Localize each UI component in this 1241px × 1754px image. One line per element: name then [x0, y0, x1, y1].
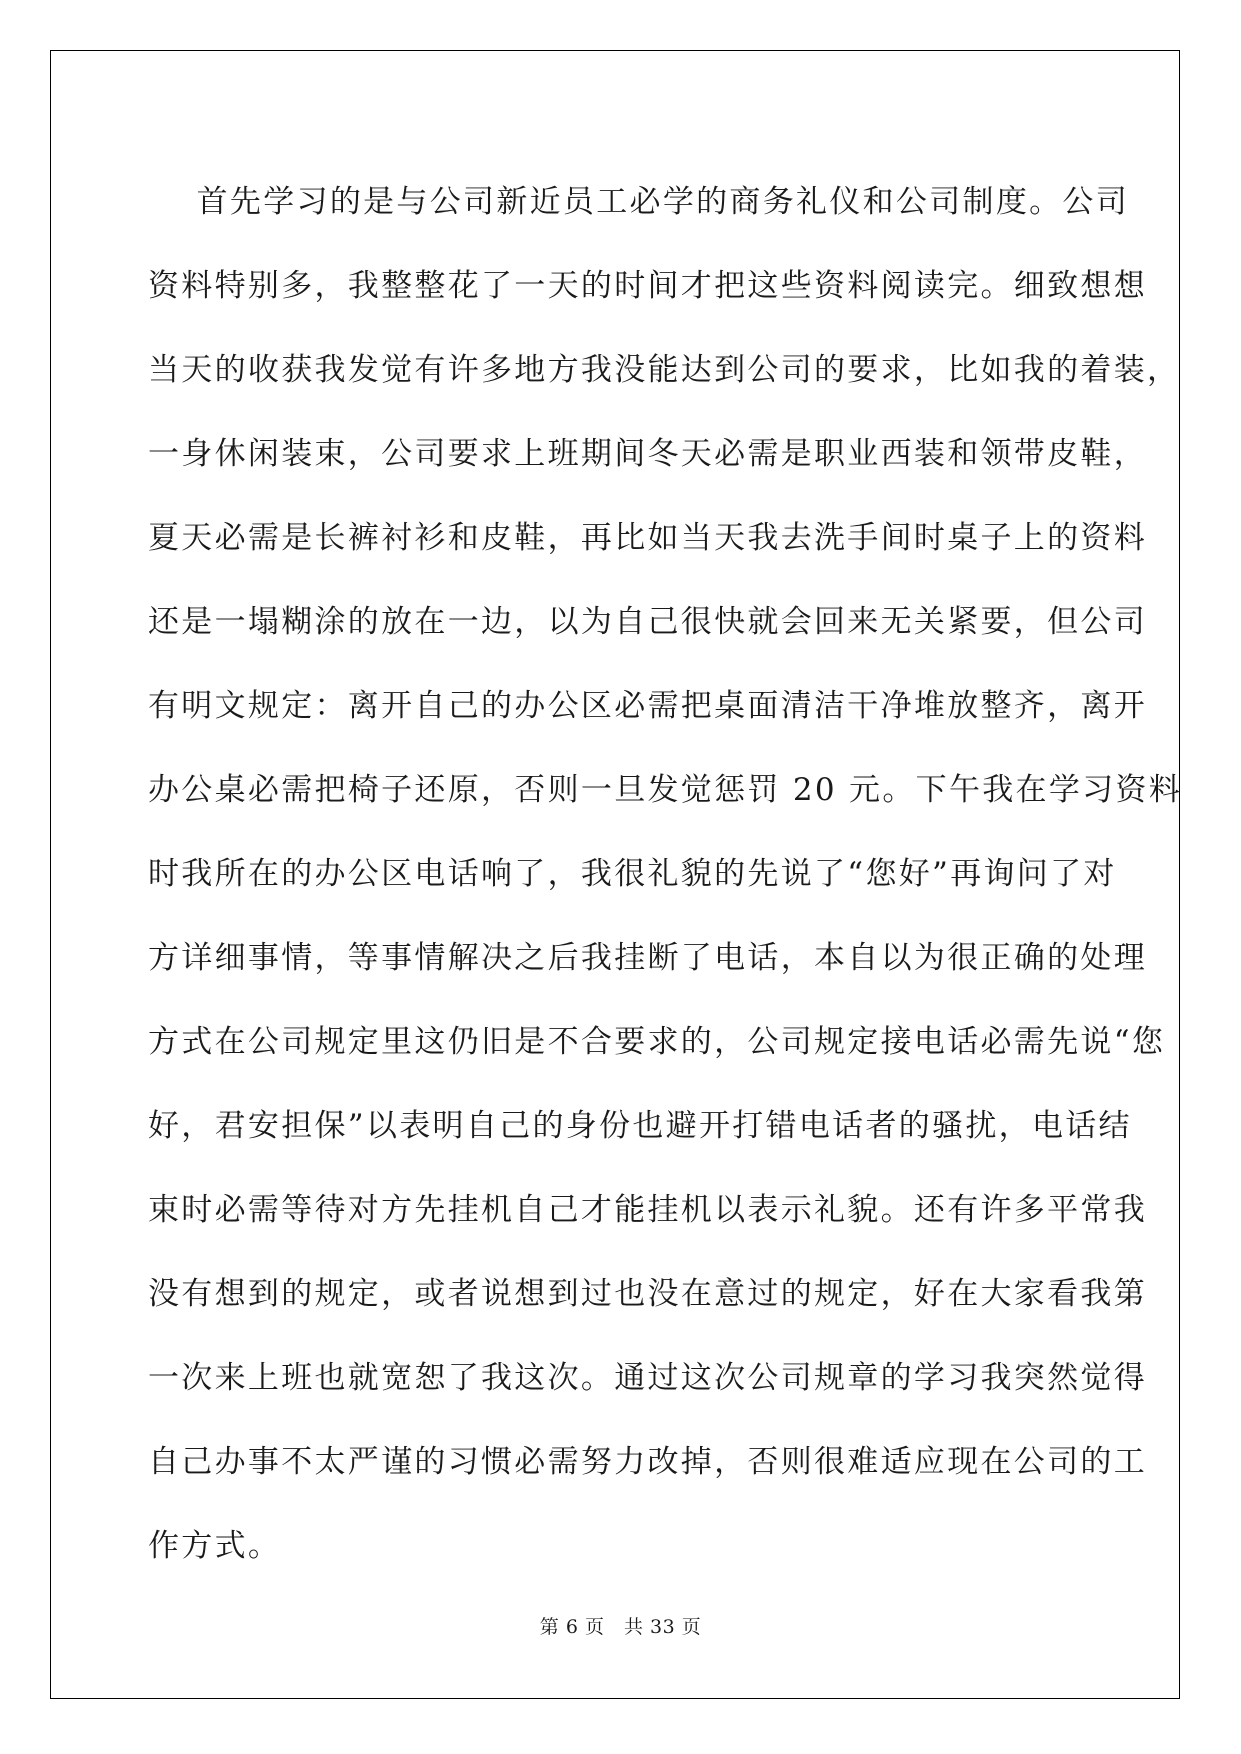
paragraph-line: 当天的收获我发觉有许多地方我没能达到公司的要求，比如我的着装， [148, 352, 1181, 388]
paragraph-line: 方式在公司规定里这仍旧是不合要求的，公司规定接电话必需先说“您 [148, 1024, 1166, 1060]
paragraph-line: 夏天必需是长裤衬衫和皮鞋，再比如当天我去洗手间时桌子上的资料 [148, 520, 1147, 556]
paragraph-line: 资料特别多，我整整花了一天的时间才把这些资料阅读完。细致想想 [148, 268, 1147, 304]
paragraph-line: 束时必需等待对方先挂机自己才能挂机以表示礼貌。还有许多平常我 [148, 1192, 1147, 1228]
paragraph-line: 自己办事不太严谨的习惯必需努力改掉，否则很难适应现在公司的工 [148, 1444, 1147, 1480]
paragraph-line: 首先学习的是与公司新近员工必学的商务礼仪和公司制度。公司 [148, 184, 1130, 220]
paragraph-line: 一次来上班也就宽恕了我这次。通过这次公司规章的学习我突然觉得 [148, 1360, 1147, 1396]
paragraph-line: 还是一塌糊涂的放在一边，以为自己很快就会回来无关紧要，但公司 [148, 604, 1147, 640]
paragraph-line: 办公桌必需把椅子还原，否则一旦发觉惩罚 20 元。下午我在学习资料 [148, 772, 1183, 808]
paragraph-line: 有明文规定：离开自己的办公区必需把桌面清洁干净堆放整齐，离开 [148, 688, 1147, 724]
page-number: 第 6 页 共 33 页 [539, 1616, 702, 1638]
paragraph-line: 没有想到的规定，或者说想到过也没在意过的规定，好在大家看我第 [148, 1276, 1147, 1312]
paragraph-line: 好，君安担保”以表明自己的身份也避开打错电话者的骚扰，电话结 [148, 1108, 1132, 1144]
paragraph-line: 方详细事情，等事情解决之后我挂断了电话，本自以为很正确的处理 [148, 940, 1147, 976]
paragraph-line: 作方式。 [148, 1528, 282, 1564]
paragraph-line: 时我所在的办公区电话响了，我很礼貌的先说了“您好”再询问了对 [148, 856, 1117, 892]
body-paragraph [148, 160, 1183, 1588]
paragraph-line: 一身休闲装束，公司要求上班期间冬天必需是职业西装和领带皮鞋， [148, 436, 1147, 472]
